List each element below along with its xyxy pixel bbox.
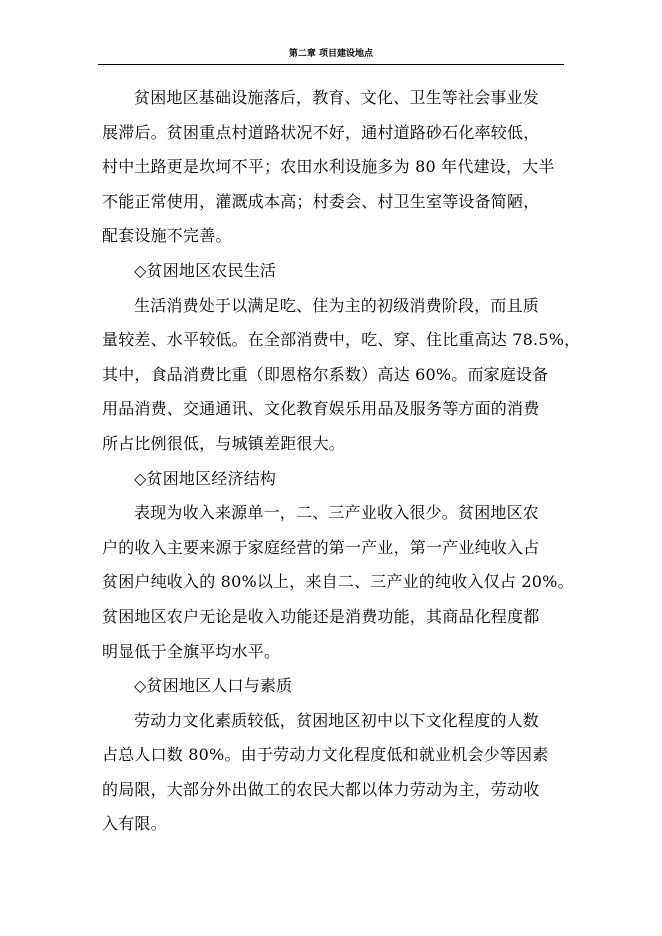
text-line: 配套设施不完善。	[102, 226, 232, 246]
paragraph-infrastructure	[102, 81, 572, 254]
text-line: 不能正常使用，灌溉成本高；村委会、村卫生室等设备简陋，	[102, 191, 540, 211]
text-line: 量较差、水平较低。在全部消费中，吃、穿、住比重高达 78.5%，	[102, 330, 581, 350]
text-line: 其中，食品消费比重（即恩格尔系数）高达 60%。而家庭设备	[102, 364, 549, 384]
section-heading-population-quality: ◇贫困地区人口与素质	[134, 676, 293, 696]
section-heading-economic-structure: ◇贫困地区经济结构	[134, 468, 277, 488]
text-line: 明显低于全旗平均水平。	[102, 641, 281, 661]
text-line: 的局限，大部分外出做工的农民大都以体力劳动为主，劳动收	[102, 779, 540, 799]
text-line: 所占比例很低，与城镇差距很大。	[102, 433, 346, 453]
text-line: 劳动力文化素质较低，贫困地区初中以下文化程度的人数	[134, 710, 540, 730]
paragraph-economic-structure	[102, 496, 572, 669]
text-line: 户的收入主要来源于家庭经营的第一产业，第一产业纯收入占	[102, 537, 540, 557]
page-header: 第二章 项目建设地点	[98, 44, 564, 65]
text-line: 占总人口数 80%。由于劳动力文化程度低和就业机会少等因素	[102, 745, 549, 765]
text-line: 贫困户纯收入的 80%以上，来自二、三产业的纯收入仅占 20%。	[102, 572, 574, 592]
text-line: 村中土路更是坎坷不平；农田水利设施多为 80 年代建设，大半	[102, 157, 555, 177]
text-line: 贫困地区基础设施落后，教育、文化、卫生等社会事业发	[134, 88, 540, 107]
text-line: 用品消费、交通通讯、文化教育娱乐用品及服务等方面的消费	[102, 399, 540, 419]
text-line: 贫困地区农户无论是收入功能还是消费功能，其商品化程度都	[102, 606, 540, 626]
document-body	[102, 81, 581, 842]
paragraph-farmer-life	[102, 289, 581, 462]
paragraph-population-quality	[102, 704, 572, 842]
text-line: 展滞后。贫困重点村道路状况不好，通村道路砂石化率较低，	[102, 122, 540, 142]
text-line: 生活消费处于以满足吃、住为主的初级消费阶段，而且质	[134, 295, 540, 315]
text-line: 表现为收入来源单一，二、三产业收入很少。贫困地区农	[134, 503, 540, 523]
text-line: 入有限。	[102, 814, 167, 834]
section-heading-farmer-life: ◇贫困地区农民生活	[134, 260, 277, 280]
